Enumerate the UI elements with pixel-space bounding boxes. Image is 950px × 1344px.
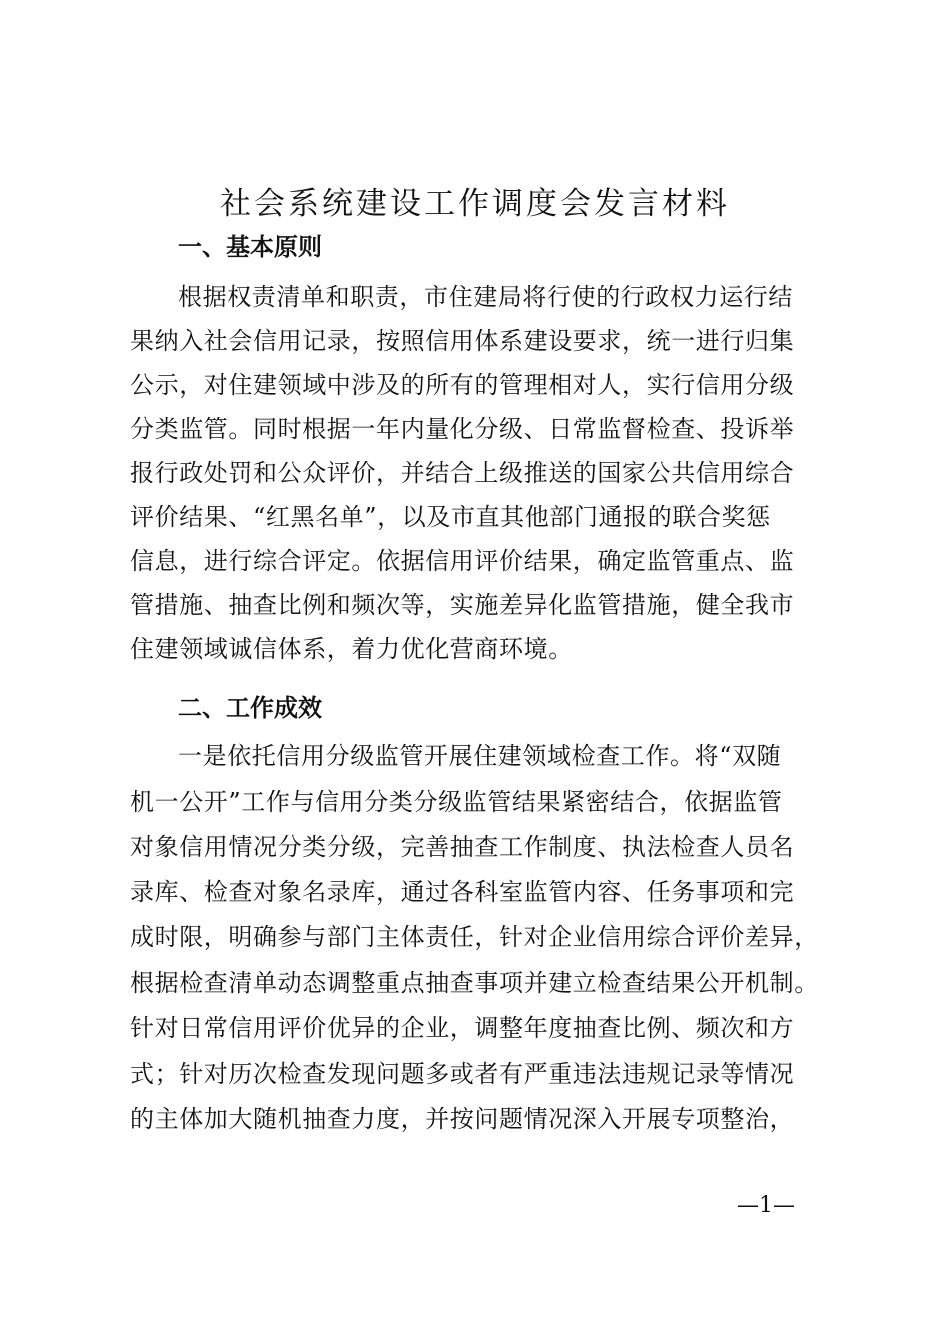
paragraph-line: 成时限，明确参与部门主体责任，针对企业信用综合评价差异， [130,923,819,951]
document-title: 社会系统建设工作调度会发言材料 [220,186,730,222]
paragraph-line: 果纳入社会信用记录，按照信用体系建设要求，统一进行归集 [130,327,795,355]
paragraph-line: 式；针对历次检查发现问题多或者有严重违法违规记录等情况 [130,1060,795,1088]
paragraph-line: 的主体加大随机抽查力度，并按问题情况深入开展专项整治， [130,1105,795,1133]
paragraph-line: 针对日常信用评价优异的企业，调整年度抽查比例、频次和方 [130,1014,795,1042]
paragraph-line: 一是依托信用分级监管开展住建领域检查工作。将“双随 [178,742,782,770]
paragraph-line: 根据权责清单和职责，市住建局将行使的行政权力运行结 [178,283,793,311]
paragraph-line: 公示，对住建领域中涉及的所有的管理相对人，实行信用分级 [130,371,795,399]
section-heading-basic-principles: 一、基本原则 [178,233,322,261]
paragraph-line: 报行政处罚和公众评价，并结合上级推送的国家公共信用综合 [130,459,795,487]
section-heading-work-results: 二、工作成效 [178,694,322,722]
paragraph-line: 管措施、抽查比例和频次等，实施差异化监管措施，健全我市 [130,591,795,619]
paragraph-line: 住建领域诚信体系，着力优化营商环境。 [130,635,573,663]
page-number: —1— [737,1193,795,1218]
paragraph-line: 机一公开”工作与信用分类分级监管结果紧密结合，依据监管 [130,788,783,816]
paragraph-line: 分类监管。同时根据一年内量化分级、日常监督检查、投诉举 [130,415,795,443]
paragraph-line: 信息，进行综合评定。依据信用评价结果，确定监管重点、监 [130,547,795,575]
paragraph-line: 根据检查清单动态调整重点抽查事项并建立检查结果公开机制。 [130,969,819,997]
paragraph-line: 评价结果、“红黑名单”，以及市直其他部门通报的联合奖惩 [130,503,771,531]
paragraph-line: 录库、检查对象名录库，通过各科室监管内容、任务事项和完 [130,878,795,906]
paragraph-line: 对象信用情况分类分级，完善抽查工作制度、执法检查人员名 [130,833,795,861]
